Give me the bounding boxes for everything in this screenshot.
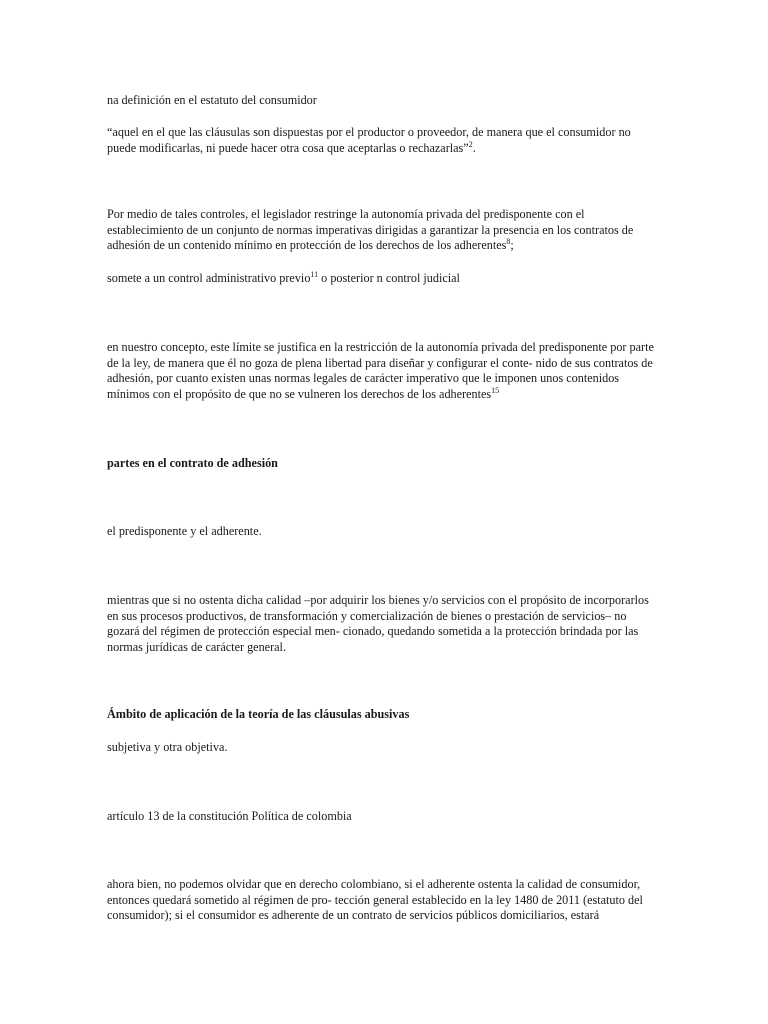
paragraph-colombian-law — [107, 877, 659, 924]
paragraph-text: Por medio de tales controles, el legislador restringe la autonomía privada del predisponente con el establecimiento de un conjunto de normas imperativas dirigidas a garantizar la presencia en los contratos de adhesión de un contenido mínimo en protección de los derechos de los adherentes — [107, 207, 634, 253]
heading-text: Ámbito de aplicación de la teoría de las cláusulas abusivas — [107, 707, 410, 721]
paragraph-limit-justification — [107, 340, 659, 402]
paragraph-text: somete a un control administrativo previo — [107, 271, 311, 285]
paragraph-legislator-controls — [107, 207, 659, 254]
heading-contract-parties — [107, 456, 659, 472]
paragraph-text-tail: ; — [510, 238, 514, 253]
paragraph-text-tail: . — [472, 140, 476, 155]
paragraph-text: en nuestro concepto, este límite se justifica en la restricción de la autonomía privada del predisponente por parte de la ley, de manera que él no goza de plena libertad para diseñar y configurar el conte- nido de sus contratos de adhesión, por cuanto existen unas normas legales de carácter imperativo que le imponen unos contenidos mínimos con el propósito de que no se vulneren los derechos de los adherentes — [107, 340, 654, 401]
paragraph-text-tail: o posterior n control judicial — [318, 271, 460, 285]
heading-text: partes en el contrato de adhesión — [107, 456, 278, 470]
paragraph-protection-regime — [107, 593, 659, 655]
paragraph-text: artículo 13 de la constitución Política de colombia — [107, 809, 352, 823]
paragraph-parties-list — [107, 524, 659, 540]
paragraph-text: “aquel en el que las cláusulas son dispuestas por el productor o proveedor, de manera que el consumidor no puede modificarlas, ni puede hacer otra cosa que aceptarlas o rechazarlas” — [107, 125, 631, 155]
paragraph-administrative-control — [107, 271, 659, 287]
paragraph-text: el predisponente y el adherente. — [107, 524, 262, 538]
paragraph-quote-adhesion — [107, 125, 659, 156]
footnote-ref: 8 — [506, 237, 511, 247]
footnote-ref: 11 — [310, 269, 319, 279]
paragraph-text: na definición en el estatuto del consumidor — [107, 93, 317, 107]
footnote-ref: 2 — [468, 139, 473, 149]
footnote-ref: 15 — [491, 385, 500, 395]
paragraph-text: ahora bien, no podemos olvidar que en derecho colombiano, si el adherente ostenta la calidad de consumidor, entonces quedará sometido al régimen de pro- tección general establecido en la ley 1480 de 2011 (estatuto del consumidor); si el consumidor es adherente de un contrato de servicios públicos domiciliarios, estará — [107, 877, 643, 923]
heading-scope-abusive-clauses — [107, 707, 659, 723]
paragraph-subjective-objective — [107, 740, 659, 756]
paragraph-article-13 — [107, 809, 659, 825]
paragraph-text: mientras que si no ostenta dicha calidad –por adquirir los bienes y/o servicios con el propósito de incorporarlos en sus procesos productivos, de transformación y comercialización de bienes o prestación de servicios– no gozará del régimen de protección especial men- cionado, quedando sometida a la protección brindada por las normas jurídicas de carácter general. — [107, 593, 649, 654]
paragraph-consumer-statute-definition — [107, 93, 659, 109]
paragraph-text: subjetiva y otra objetiva. — [107, 740, 228, 754]
